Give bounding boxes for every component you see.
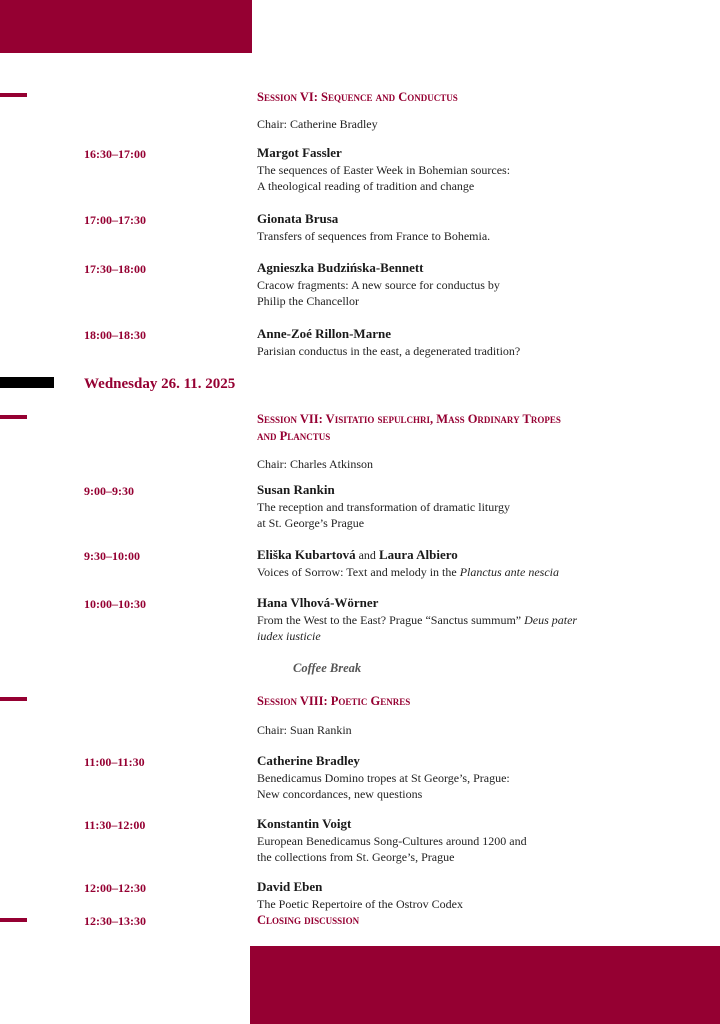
talk-title-line: The Poetic Repertoire of the Ostrov Codex (257, 896, 463, 911)
closing-time: 12:30–13:30 (84, 914, 146, 928)
talk-title-italic: Planctus ante nescia (459, 564, 559, 579)
talk-speakers (257, 547, 657, 564)
talk-title-italic: Deus pater (524, 612, 578, 627)
talk-title-line: The reception and transformation of dramatic liturgy (257, 499, 511, 514)
talk-title-line: Cracow fragments: A new source for conductus by (257, 277, 500, 292)
talk-speaker: Eliška Kubartová (257, 547, 356, 562)
section-tick-closing (0, 918, 27, 922)
day-heading: Wednesday 26. 11. 2025 (84, 376, 236, 392)
section-tick-session-8 (0, 697, 27, 701)
talk-time: 9:30–10:00 (84, 549, 140, 563)
talk-title-line: The sequences of Easter Week in Bohemian sources: (257, 162, 511, 177)
talk-speaker: Hana Vlhová-Wörner (257, 595, 379, 610)
talk-title-line: New concordances, new questions (257, 787, 423, 801)
talk-entry (257, 145, 657, 195)
talk-entry (257, 879, 657, 912)
session-7-heading-line: and Planctus (257, 429, 331, 443)
talk-entry (257, 211, 657, 244)
talk-time: 17:00–17:30 (84, 213, 146, 227)
section-tick-session-7 (0, 415, 27, 419)
talk-speaker: Konstantin Voigt (257, 816, 352, 831)
talk-entry (257, 816, 657, 866)
talk-title-line (257, 628, 657, 645)
session-8-heading: Session VIII: Poetic Genres (257, 694, 411, 708)
talk-entry (257, 326, 657, 359)
speaker-joiner: and (355, 548, 379, 562)
session-6-chair: Chair: Catherine Bradley (257, 117, 378, 131)
talk-entry (257, 753, 657, 803)
talk-title-text: Voices of Sorrow: Text and melody in the (257, 564, 460, 579)
talk-title-line: Philip the Chancellor (257, 294, 359, 308)
bottom-color-band (250, 946, 720, 1024)
talk-time: 16:30–17:00 (84, 147, 146, 161)
talk-title-text: From the West to the East? Prague “Sanctus summum” (257, 612, 525, 627)
talk-time: 18:00–18:30 (84, 328, 146, 342)
talk-speaker: David Eben (257, 879, 323, 894)
talk-time: 9:00–9:30 (84, 484, 134, 498)
session-7-chair: Chair: Charles Atkinson (257, 457, 373, 471)
talk-title-line: European Benedicamus Song-Cultures around 1200 and (257, 833, 527, 848)
section-tick-session-6 (0, 93, 27, 97)
talk-time: 11:00–11:30 (84, 755, 145, 769)
session-7-heading-line: Session VII: Visitatio sepulchri, Mass Ordinary Tropes (257, 412, 561, 426)
talk-title-italic: iudex iusticie (257, 629, 321, 643)
top-color-band (0, 0, 252, 53)
talk-time: 10:00–10:30 (84, 597, 146, 611)
talk-speaker: Anne-Zoé Rillon-Marne (257, 326, 391, 341)
talk-title-line: Benedicamus Domino tropes at St George’s, Prague: (257, 770, 510, 785)
talk-title-line: Transfers of sequences from France to Bohemia. (257, 228, 491, 243)
talk-title-line: the collections from St. George’s, Prague (257, 850, 455, 864)
talk-title-line: A theological reading of tradition and change (257, 179, 475, 193)
day-marker (0, 377, 54, 388)
talk-time: 12:00–12:30 (84, 881, 146, 895)
talk-entry (257, 260, 657, 310)
talk-entry (257, 595, 657, 645)
session-6-heading: Session VI: Sequence and Conductus (257, 90, 458, 104)
talk-entry (257, 482, 657, 532)
talk-speaker: Gionata Brusa (257, 211, 339, 226)
talk-speaker: Agnieszka Budzińska-Bennett (257, 260, 424, 275)
talk-speaker: Laura Albiero (378, 547, 458, 562)
talk-title-line (257, 612, 657, 629)
session-8-chair: Chair: Suan Rankin (257, 723, 352, 737)
talk-title-line (257, 564, 657, 581)
talk-speaker: Susan Rankin (257, 482, 335, 497)
talk-entry (257, 547, 657, 580)
closing-discussion: Closing discussion (257, 913, 360, 927)
talk-speaker: Catherine Bradley (257, 753, 360, 768)
session-7-heading (257, 411, 657, 445)
talk-title-line: Parisian conductus in the east, a degenerated tradition? (257, 343, 521, 358)
talk-title-line: at St. George’s Prague (257, 516, 365, 530)
talk-time: 17:30–18:00 (84, 262, 146, 276)
talk-speaker: Margot Fassler (257, 145, 342, 160)
talk-time: 11:30–12:00 (84, 818, 146, 832)
coffee-break: Coffee Break (293, 661, 362, 675)
